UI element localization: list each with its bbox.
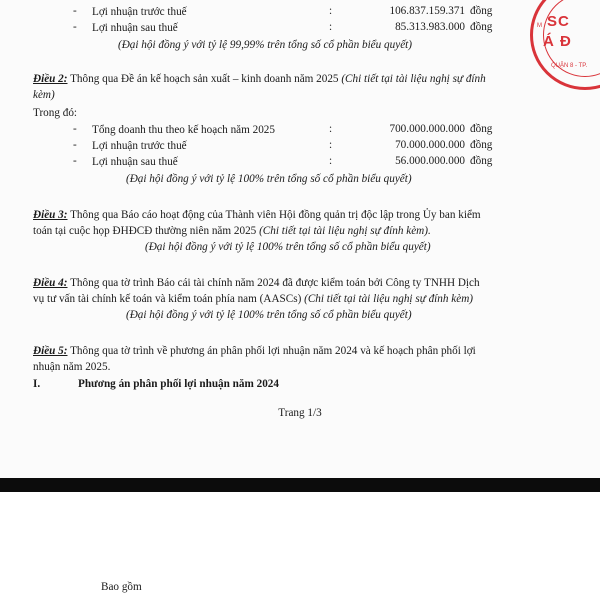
section-number: I.	[33, 378, 41, 390]
document-page-2	[0, 492, 600, 600]
article-3-title: Điều 3:	[33, 209, 68, 221]
article-4-note: (Chi tiết tại tài liệu nghị sự đính kèm)	[304, 293, 474, 305]
article-2-intro: Trong đó:	[33, 107, 78, 119]
dash-bullet: -	[73, 123, 77, 135]
plan-row-unit: đồng	[470, 155, 493, 167]
article-4-line1	[33, 276, 480, 290]
article-2-text: Thông qua Đề án kế hoạch sản xuất – kinh doanh năm 2025	[67, 73, 342, 85]
plan-row-label: Tổng doanh thu theo kế hoạch năm 2025	[92, 124, 275, 136]
company-seal-stamp	[530, 0, 600, 90]
article-3-line2	[33, 224, 431, 238]
approval-note: (Đại hội đồng ý với tỷ lệ 100% trên tổng số cổ phần biểu quyết)	[145, 241, 431, 253]
plan-row-unit: đồng	[470, 139, 493, 151]
colon: :	[329, 155, 333, 167]
next-page-text: Bao gồm	[101, 581, 142, 593]
article-3-text-cont: toán tại cuộc họp ĐHĐCĐ thường niên năm 2025	[33, 225, 260, 237]
approval-note: (Đại hội đồng ý với tỷ lệ 100% trên tổng số cổ phần biểu quyết)	[126, 309, 412, 321]
article-3-line1	[33, 208, 481, 222]
article-2-title: Điều 2:	[33, 73, 68, 85]
plan-row-value: 56.000.000.000	[395, 155, 465, 167]
row-value-pre-tax: 106.837.159.371	[389, 5, 465, 17]
page-separator	[0, 478, 600, 492]
article-5-text-cont: nhuận năm 2025.	[33, 361, 111, 373]
article-4-text: Thông qua tờ trình Báo cái tài chính năm 2024 đã được kiểm toán bởi Công ty TNHH Dịch	[67, 277, 480, 289]
row-value-after-tax: 85.313.983.000	[395, 21, 465, 33]
colon: :	[329, 21, 333, 33]
section-title: Phương án phân phối lợi nhuận năm 2024	[78, 378, 279, 390]
stamp-text-line2: Á Đ	[543, 33, 572, 50]
article-5-text: Thông qua tờ trình về phương án phân phối lợi nhuận năm 2024 và kế hoạch phân phối lợi	[67, 345, 476, 357]
colon: :	[329, 123, 333, 135]
stamp-text-line1: SC	[547, 13, 570, 30]
colon: :	[329, 5, 333, 17]
article-4-line2	[33, 292, 473, 306]
plan-row-label: Lợi nhuận trước thuế	[92, 140, 187, 152]
dash-bullet: -	[73, 139, 77, 151]
article-2-note: (Chi tiết tại tài liệu nghị sự đính	[341, 73, 486, 85]
stamp-small-left: M	[537, 23, 542, 29]
article-3-text: Thông qua Báo cáo hoạt động của Thành viên Hội đồng quản trị độc lập trong Ủy ban kiểm	[67, 209, 481, 221]
article-4-text-cont: vụ tư vấn tài chính kế toán và kiểm toán phía nam (AASCs)	[33, 293, 305, 305]
plan-row-value: 70.000.000.000	[395, 139, 465, 151]
dash-bullet: -	[73, 155, 77, 167]
article-5-line1	[33, 344, 476, 358]
article-4-title: Điều 4:	[33, 277, 68, 289]
approval-note: (Đại hội đồng ý với tỷ lệ 100% trên tổng số cổ phần biểu quyết)	[126, 173, 412, 185]
approval-note: (Đại hội đồng ý với tỷ lệ 99,99% trên tổng số cổ phần biểu quyết)	[118, 39, 412, 51]
plan-row-value: 700.000.000.000	[389, 123, 465, 135]
plan-row-unit: đồng	[470, 123, 493, 135]
row-label-pre-tax: Lợi nhuận trước thuế	[92, 6, 187, 18]
row-unit-pre-tax: đồng	[470, 5, 493, 17]
article-3-note: (Chi tiết tại tài liệu nghị sự đính kèm).	[259, 225, 431, 237]
article-2-note-cont: kèm)	[33, 89, 55, 101]
article-5-title: Điều 5:	[33, 345, 68, 357]
row-unit-after-tax: đồng	[470, 21, 493, 33]
dash-bullet: -	[73, 21, 77, 33]
page-number: Trang 1/3	[278, 407, 322, 419]
row-label-after-tax: Lợi nhuận sau thuế	[92, 22, 178, 34]
article-2-line1	[33, 72, 486, 86]
plan-row-label: Lợi nhuận sau thuế	[92, 156, 178, 168]
stamp-small-bottom: QUẬN 8 - TP.	[551, 63, 588, 69]
colon: :	[329, 139, 333, 151]
dash-bullet: -	[73, 5, 77, 17]
